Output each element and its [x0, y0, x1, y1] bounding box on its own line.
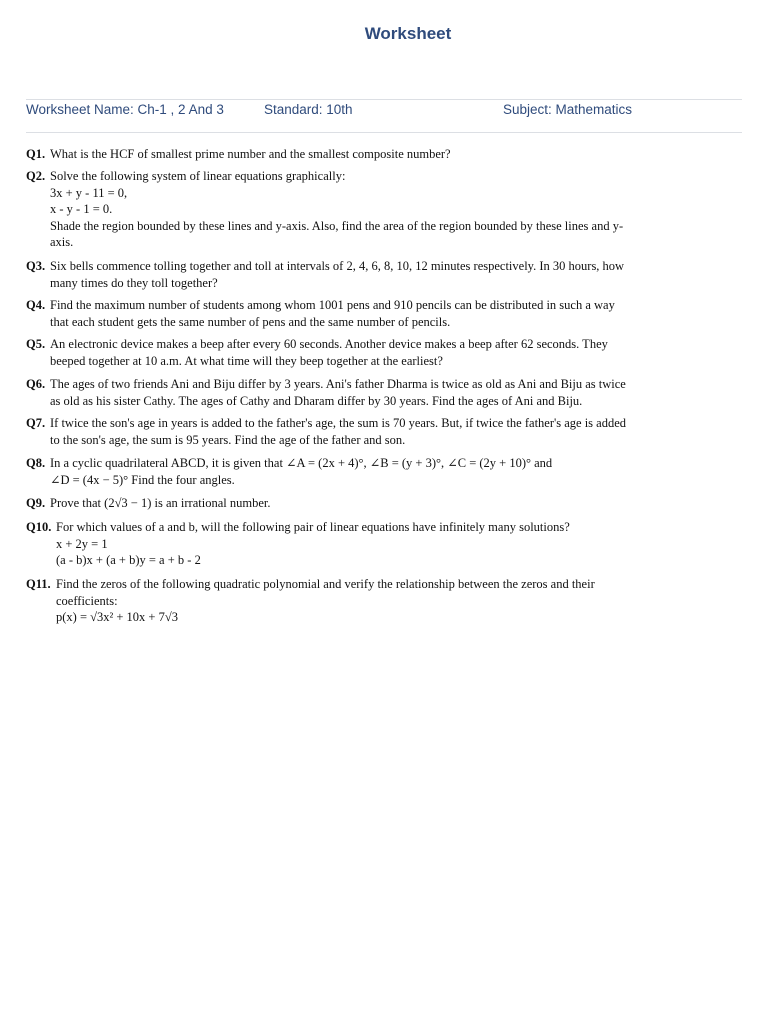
question-number: Q4.	[26, 298, 46, 312]
question-11	[26, 576, 686, 626]
question-number: Q10.	[26, 520, 52, 534]
question-8	[26, 455, 686, 488]
question-text: to the son's age, the sum is 95 years. Find the age of the father and son.	[50, 432, 406, 447]
question-text: axis.	[50, 235, 74, 249]
question-number: Q3.	[26, 259, 46, 273]
question-text: Prove that (2√3 − 1) is an irrational number.	[50, 496, 271, 510]
question-text: as old as his sister Cathy. The ages of Cathy and Dharam differ by 30 years. Find the ages of Ani and Biju.	[50, 393, 583, 408]
equation-2: x - y - 1 = 0.	[50, 202, 113, 216]
question-number: Q9.	[26, 496, 46, 510]
standard: Standard: 10th	[264, 102, 353, 117]
equation-1: 3x + y - 11 = 0,	[50, 185, 128, 200]
question-text: coefficients:	[56, 593, 118, 608]
question-text: ∠D = (4x − 5)° Find the four angles.	[50, 472, 235, 487]
question-number: Q5.	[26, 337, 46, 351]
equation-1: x + 2y = 1	[56, 536, 108, 551]
question-text: Six bells commence tolling together and toll at intervals of 2, 4, 6, 8, 10, 12 minutes respectively. In 30 hours, how	[50, 259, 625, 273]
question-number: Q1.	[26, 147, 46, 161]
worksheet-name: Worksheet Name: Ch-1 , 2 And 3	[26, 102, 224, 117]
question-text: The ages of two friends Ani and Biju differ by 3 years. Ani's father Dharma is twice as old as Ani and Biju as twice	[50, 377, 626, 391]
header-bottom-divider	[26, 132, 742, 133]
question-text: many times do they toll together?	[50, 275, 218, 290]
question-text: An electronic device makes a beep after every 60 seconds. Another device makes a beep after 62 seconds. They	[50, 337, 608, 351]
question-number: Q8.	[26, 456, 46, 470]
question-1	[26, 146, 686, 163]
question-6	[26, 376, 686, 409]
equation-2: (a - b)x + (a + b)y = a + b - 2	[56, 553, 201, 567]
question-text: In a cyclic quadrilateral ABCD, it is given that ∠A = (2x + 4)°, ∠B = (y + 3)°, ∠C = (2y + 10)° and	[50, 456, 553, 470]
question-7	[26, 415, 686, 448]
question-5	[26, 336, 686, 369]
question-text: What is the HCF of smallest prime number and the smallest composite number?	[50, 147, 451, 161]
subject: Subject: Mathematics	[503, 102, 633, 117]
page-title: Worksheet	[364, 24, 452, 43]
question-4	[26, 297, 686, 330]
question-text: If twice the son's age in years is added to the father's age, the sum is 70 years. But, if twice the father's age is added	[50, 416, 627, 430]
question-10	[26, 519, 686, 569]
question-text: Solve the following system of linear equations graphically:	[50, 169, 346, 183]
question-text: beeped together at 10 a.m. At what time will they beep together at the earliest?	[50, 353, 443, 368]
polynomial: p(x) = √3x² + 10x + 7√3	[56, 610, 178, 624]
question-number: Q7.	[26, 416, 46, 430]
question-9	[26, 495, 686, 512]
question-text: For which values of a and b, will the following pair of linear equations have infinitely many solutions?	[56, 520, 570, 534]
question-number: Q2.	[26, 169, 46, 183]
question-text: that each student gets the same number of pens and the same number of pencils.	[50, 314, 451, 329]
question-2	[26, 168, 686, 251]
question-text: Find the maximum number of students among whom 1001 pens and 910 pencils can be distributed in such a way	[50, 298, 615, 312]
question-number: Q6.	[26, 377, 46, 391]
question-text: Find the zeros of the following quadratic polynomial and verify the relationship between the zeros and their	[56, 577, 595, 591]
header-top-divider	[26, 99, 742, 100]
question-text: Shade the region bounded by these lines and y-axis. Also, find the area of the region bounded by these lines and y-	[50, 218, 624, 233]
question-3	[26, 258, 686, 291]
question-number: Q11.	[26, 577, 51, 591]
